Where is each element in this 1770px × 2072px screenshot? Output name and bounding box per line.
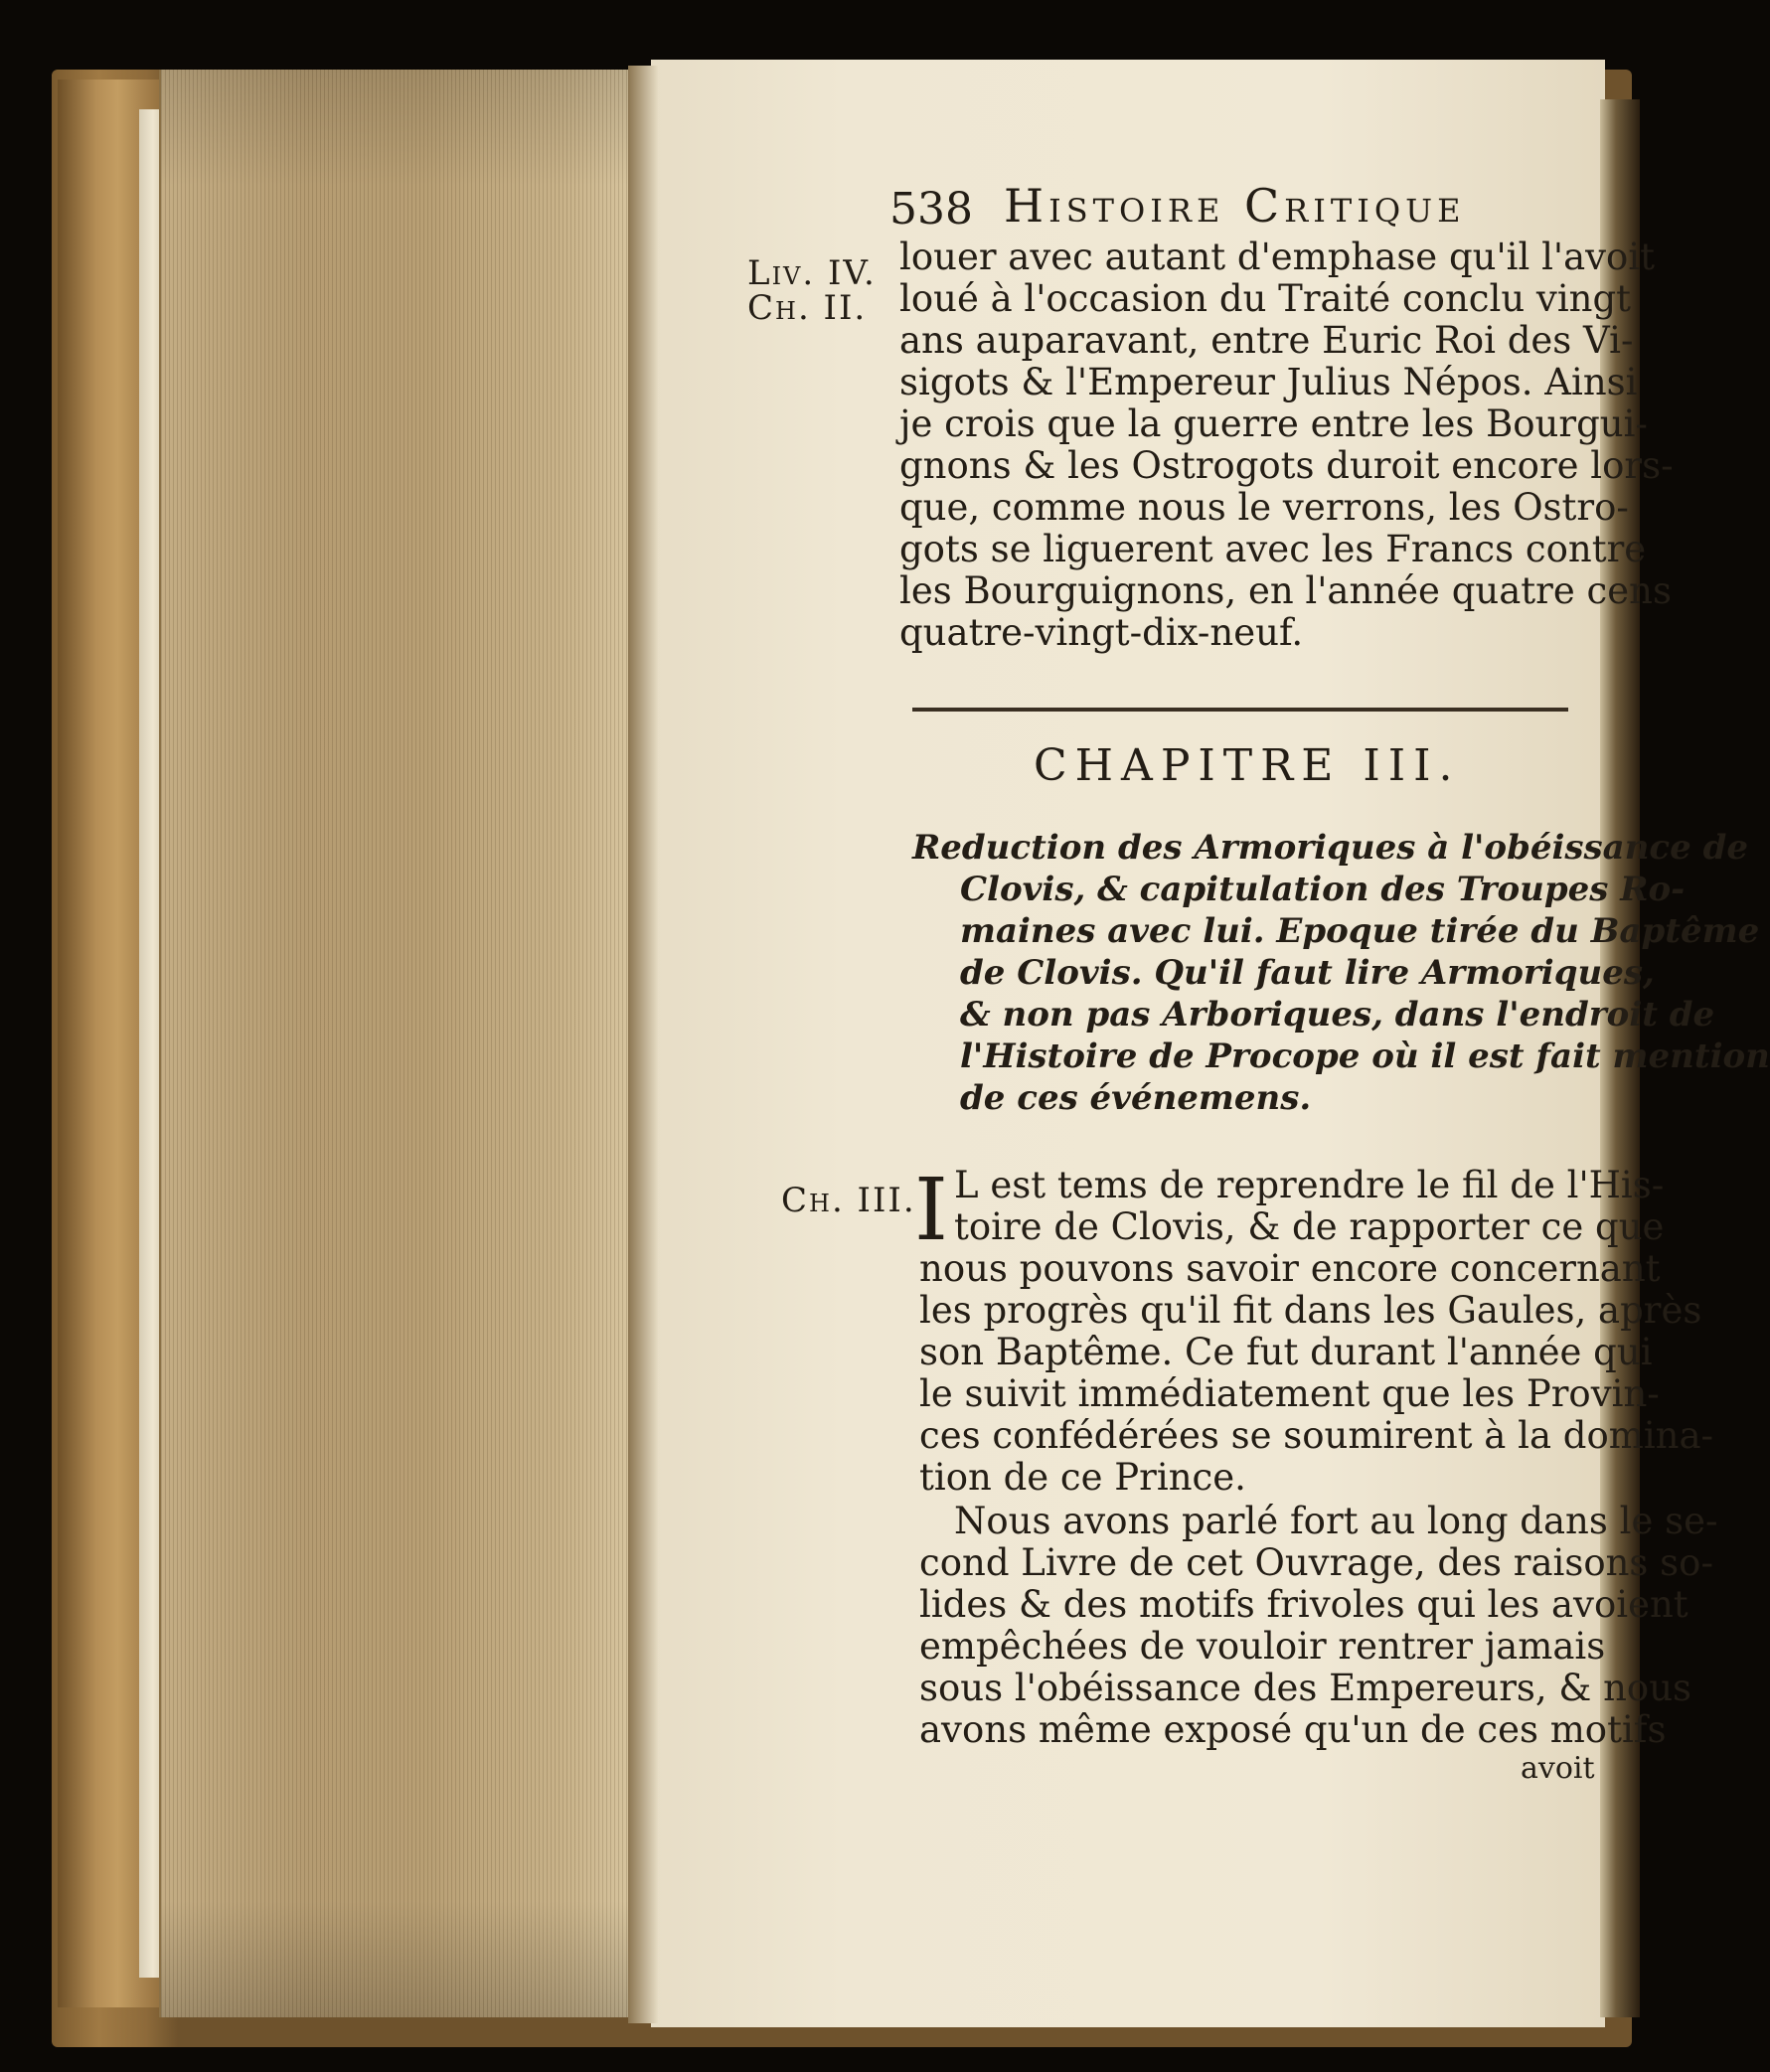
body-text-line: Nous avons parlé fort au long dans le se-	[954, 1500, 1718, 1542]
chapter-title: CHAPITRE III.	[1034, 740, 1461, 791]
body-text-line: sous l'obéissance des Empereurs, & nous	[919, 1667, 1692, 1709]
summary-line: de ces événemens.	[960, 1078, 1312, 1118]
body-text-line: quatre-vingt-dix-neuf.	[899, 611, 1304, 654]
body-text-line: je crois que la guerre entre les Bourgui-	[899, 402, 1648, 445]
page-block-edge	[159, 70, 638, 2017]
body-text-line: tion de ce Prince.	[919, 1456, 1246, 1499]
body-text-line: ans auparavant, entre Euric Roi des Vi-	[899, 319, 1634, 362]
body-text-line: toire de Clovis, & de rapporter ce que	[954, 1205, 1665, 1248]
summary-line: Reduction des Armoriques à l'obéissance de	[912, 828, 1749, 868]
body-text-line: son Baptême. Ce fut durant l'année qui	[919, 1331, 1653, 1373]
body-text-line: loué à l'occasion du Traité conclu vingt	[899, 277, 1632, 320]
page-gutter	[628, 66, 658, 2023]
body-text-line: les progrès qu'il fit dans les Gaules, après	[919, 1289, 1702, 1332]
margin-note-chapter-3: Ch. III.	[781, 1181, 916, 1220]
summary-line: maines avec lui. Epoque tirée du Baptême	[960, 911, 1760, 951]
body-text-line: cond Livre de cet Ouvrage, des raisons so-	[919, 1541, 1713, 1584]
margin-note-book: Liv. IV.	[747, 253, 877, 293]
body-text-line: les Bourguignons, en l'année quatre cens	[899, 569, 1672, 612]
body-text-line: lides & des motifs frivoles qui les avoient	[919, 1583, 1689, 1626]
catchword: avoit	[1521, 1751, 1595, 1786]
body-text-line: ces confédérées se soumirent à la domina-	[919, 1414, 1714, 1457]
summary-line: & non pas Arboriques, dans l'endroit de	[960, 995, 1715, 1035]
summary-line: Clovis, & capitulation des Troupes Ro-	[960, 870, 1686, 909]
body-text-line: nous pouvons savoir encore concernant	[919, 1247, 1661, 1290]
body-text-line: gots se liguerent avec les Francs contre	[899, 528, 1647, 570]
running-title: Histoire Critique	[1004, 179, 1466, 233]
page-number: 538	[889, 184, 973, 235]
body-text-line: empêchées de vouloir rentrer jamais	[919, 1625, 1606, 1668]
body-text-line: que, comme nous le verrons, les Ostro-	[899, 486, 1629, 529]
margin-note-chapter: Ch. II.	[747, 288, 868, 328]
summary-line: l'Histoire de Procope où il est fait mention	[960, 1036, 1770, 1076]
body-text-line: avons même exposé qu'un de ces motifs	[919, 1708, 1667, 1751]
body-text-line: le suivit immédiatement que les Provin-	[919, 1372, 1660, 1415]
body-text-line: louer avec autant d'emphase qu'il l'avoit	[899, 236, 1656, 278]
summary-line: de Clovis. Qu'il faut lire Armoriques,	[960, 953, 1655, 993]
section-divider	[912, 708, 1568, 712]
body-text-line: L est tems de reprendre le fil de l'His-	[954, 1164, 1665, 1206]
body-text-line: gnons & les Ostrogots duroit encore lors-	[899, 444, 1674, 487]
drop-cap: I	[914, 1161, 948, 1260]
body-text-line: sigots & l'Empereur Julius Népos. Ainsi	[899, 361, 1638, 403]
